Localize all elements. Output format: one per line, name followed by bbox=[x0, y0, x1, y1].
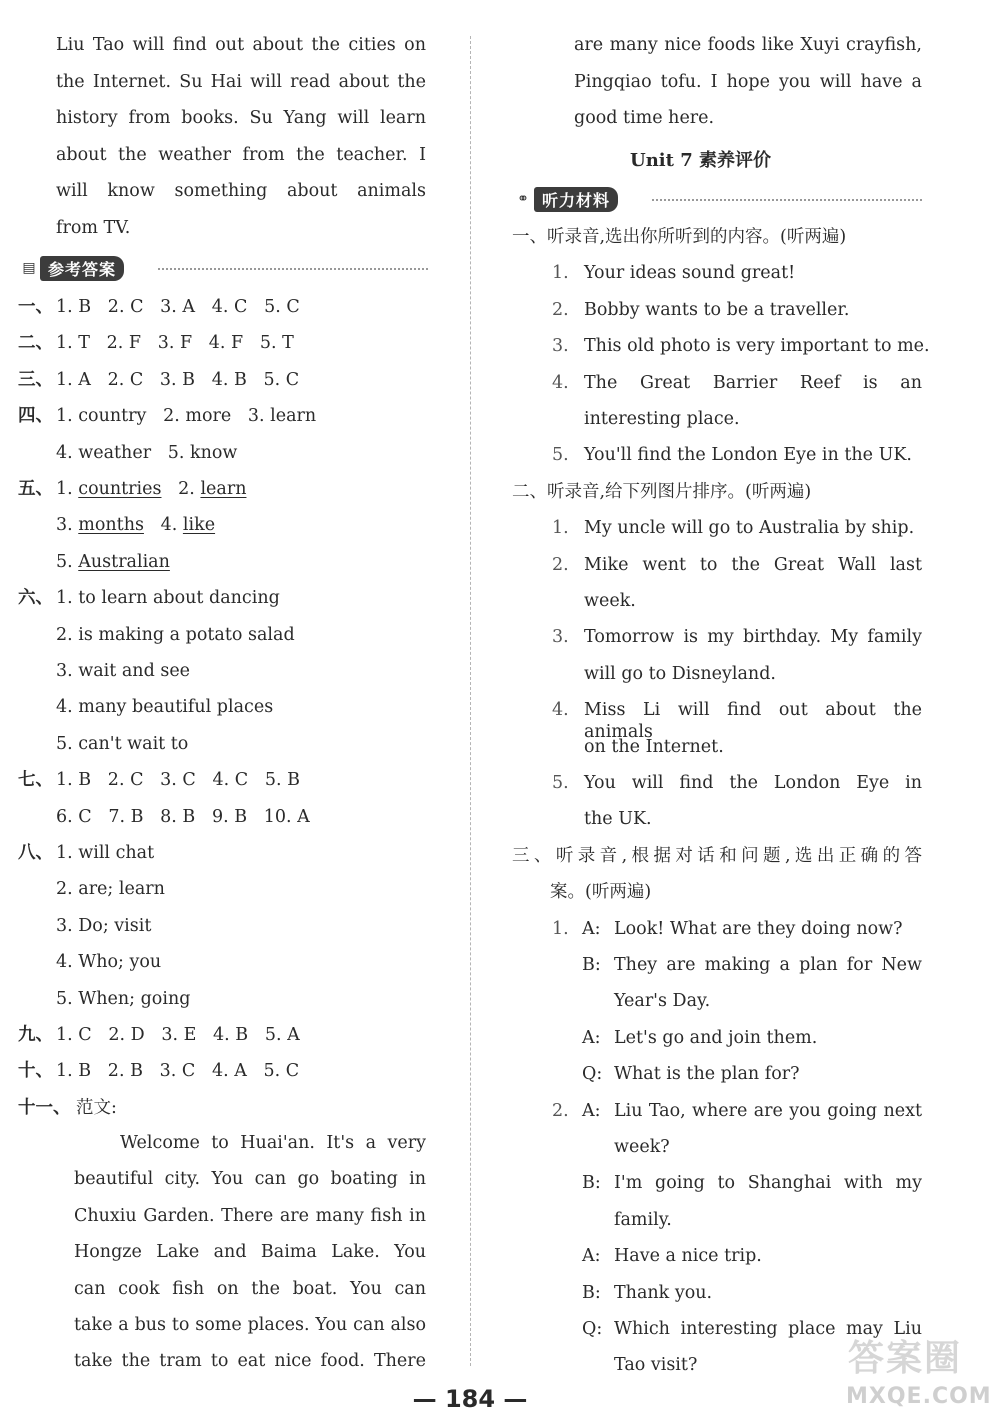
dialogue-text: What is the plan for? bbox=[614, 1064, 800, 1085]
listening-item-text-cont: interesting place. bbox=[584, 409, 740, 429]
listening-tag bbox=[512, 187, 618, 211]
speaker-label: Q: bbox=[582, 1319, 603, 1339]
answer-text: 3. Do; visit bbox=[56, 915, 152, 936]
listening-item-text: You will find the London Eye in bbox=[584, 773, 922, 793]
answer-row bbox=[18, 842, 154, 864]
answers-tag-label: 参考答案 bbox=[40, 256, 124, 281]
item-number: 5. bbox=[552, 445, 569, 466]
answer-row bbox=[18, 405, 316, 427]
watermark-logo bbox=[840, 1330, 990, 1420]
dialogue-text: Let's go and join them. bbox=[614, 1027, 818, 1048]
answers-tag-dots bbox=[158, 268, 428, 270]
right-top-line: good time here. bbox=[574, 108, 715, 128]
speaker-label: A: bbox=[582, 1027, 601, 1048]
answer-section-marker: 一、 bbox=[18, 297, 53, 317]
answer-row bbox=[18, 296, 300, 318]
listening-item-text: You'll find the London Eye in the UK. bbox=[584, 445, 912, 466]
dialogue-text: Liu Tao, where are you going next bbox=[614, 1100, 922, 1121]
listening-section-title: 三、听录音,根据对话和问题,选出正确的答 bbox=[512, 845, 922, 866]
answer-section-marker: 五、 bbox=[18, 479, 53, 499]
answer-row bbox=[18, 478, 246, 500]
answer-row bbox=[18, 1097, 117, 1119]
essay-line: beautiful city. You can go boating in bbox=[74, 1169, 426, 1190]
dialogue-text: Thank you. bbox=[614, 1282, 713, 1303]
dialogue-text-cont: Year's Day. bbox=[614, 991, 711, 1012]
speaker-label: B: bbox=[582, 1173, 601, 1194]
item-number: 1. bbox=[552, 918, 569, 939]
answer-row bbox=[18, 1060, 299, 1082]
answer-text: 1. will chat bbox=[56, 843, 155, 863]
dialogue-text: I'm going to Shanghai with my bbox=[614, 1173, 922, 1194]
answer-section-marker: 九、 bbox=[18, 1025, 53, 1045]
answer-text: 1. B 2. B 3. C 4. A 5. C bbox=[56, 1061, 300, 1082]
answer-text: 6. C 7. B 8. B 9. B 10. A bbox=[56, 806, 310, 827]
answer-row bbox=[18, 442, 237, 464]
column-divider bbox=[470, 36, 471, 1366]
answer-row bbox=[18, 733, 188, 755]
listening-item-text: Bobby wants to be a traveller. bbox=[584, 299, 850, 320]
unit-title: Unit 7 素养评价 bbox=[630, 150, 771, 171]
answer-text: 4. weather 5. know bbox=[56, 442, 238, 463]
listening-tag-dots bbox=[652, 199, 922, 201]
listening-section-title-cont: 案。(听两遍) bbox=[550, 882, 652, 903]
item-number: 5. bbox=[552, 773, 569, 793]
right-top-line: Pingqiao tofu. I hope you will have a bbox=[574, 71, 922, 92]
answer-text: 范文: bbox=[76, 1097, 117, 1118]
answer-text: 3. months 4. like bbox=[56, 515, 216, 536]
answer-text: 1. countries 2. learn bbox=[56, 479, 247, 499]
answer-text: 5. Australian bbox=[56, 551, 170, 572]
answer-row bbox=[18, 551, 170, 573]
speaker-label: Q: bbox=[582, 1064, 603, 1085]
left-top-line: the Internet. Su Hai will read about the bbox=[56, 71, 426, 92]
listening-item-text-cont: on the Internet. bbox=[584, 736, 724, 757]
answer-row bbox=[18, 587, 280, 609]
listening-item-text: The Great Barrier Reef is an bbox=[584, 372, 922, 393]
left-top-line: history from books. Su Yang will learn bbox=[56, 108, 426, 128]
answer-section-marker: 十、 bbox=[18, 1061, 53, 1082]
speaker-label: A: bbox=[582, 1246, 601, 1267]
watermark-bottom: MXQE.COM bbox=[846, 1384, 992, 1409]
listening-item-text: Miss Li will find out about the animals bbox=[584, 700, 922, 743]
answer-row bbox=[18, 660, 190, 682]
essay-line: take a bus to some places. You can also bbox=[74, 1315, 426, 1335]
answer-text: 5. When; going bbox=[56, 988, 191, 1009]
answer-text: 4. Who; you bbox=[56, 952, 162, 973]
listening-section-title: 一、听录音,选出你所听到的内容。(听两遍) bbox=[512, 227, 847, 247]
dialogue-text: They are making a plan for New bbox=[614, 955, 922, 975]
answer-row bbox=[18, 915, 151, 937]
answer-row bbox=[18, 369, 299, 391]
left-column bbox=[18, 0, 430, 1380]
left-top-line: will know something about animals bbox=[56, 181, 426, 201]
essay-line: take the tram to eat nice food. There bbox=[74, 1351, 426, 1372]
item-number: 4. bbox=[552, 700, 569, 721]
left-top-line: Liu Tao will find out about the cities on bbox=[56, 35, 426, 55]
listening-item-text-cont: week. bbox=[584, 591, 636, 611]
essay-line: Welcome to Huai'an. It's a very bbox=[120, 1133, 426, 1153]
answer-row bbox=[18, 769, 300, 791]
dialogue-text-cont: Tao visit? bbox=[614, 1355, 698, 1376]
answer-text: 1. T 2. F 3. F 4. F 5. T bbox=[56, 333, 294, 354]
listening-item-text: My uncle will go to Australia by ship. bbox=[584, 518, 915, 539]
item-number: 2. bbox=[552, 554, 569, 575]
item-number: 1. bbox=[552, 263, 569, 284]
item-number: 4. bbox=[552, 372, 569, 393]
listening-item-text: Tomorrow is my birthday. My family bbox=[584, 627, 922, 648]
answer-text: 1. country 2. more 3. learn bbox=[56, 406, 317, 427]
essay-line: Hongze Lake and Baima Lake. You bbox=[74, 1242, 426, 1263]
headphones-icon: ⚭ bbox=[517, 191, 529, 207]
answer-section-marker: 七、 bbox=[18, 770, 53, 791]
item-number: 3. bbox=[552, 627, 569, 648]
answer-text: 4. many beautiful places bbox=[56, 697, 274, 718]
answer-row bbox=[18, 951, 161, 973]
answers-tag bbox=[18, 256, 124, 280]
page-number: — 184 — bbox=[412, 1385, 528, 1413]
left-top-line: about the weather from the teacher. I bbox=[56, 144, 426, 165]
answer-row bbox=[18, 988, 190, 1010]
item-number: 1. bbox=[552, 518, 569, 539]
answer-text: 5. can't wait to bbox=[56, 733, 189, 754]
listening-item-text: Mike went to the Great Wall last bbox=[584, 554, 922, 575]
essay-line: can cook fish on the boat. You can bbox=[74, 1278, 426, 1299]
right-top-line: are many nice foods like Xuyi crayfish, bbox=[574, 35, 922, 55]
book-icon: ▤ bbox=[22, 260, 36, 276]
item-number: 3. bbox=[552, 336, 569, 357]
speaker-label: B: bbox=[582, 1282, 601, 1303]
listening-item-text: Your ideas sound great! bbox=[584, 263, 796, 284]
dialogue-text: Look! What are they doing now? bbox=[614, 918, 903, 939]
answer-section-marker: 十一、 bbox=[18, 1097, 71, 1118]
listening-item-text-cont: will go to Disneyland. bbox=[584, 663, 776, 684]
answer-text: 1. A 2. C 3. B 4. B 5. C bbox=[56, 369, 300, 390]
dialogue-text-cont: family. bbox=[614, 1209, 672, 1230]
item-number: 2. bbox=[552, 299, 569, 320]
answer-row bbox=[18, 806, 310, 828]
answer-section-marker: 六、 bbox=[18, 588, 53, 609]
listening-item-text: This old photo is very important to me. bbox=[584, 336, 930, 357]
listening-item-text-cont: the UK. bbox=[584, 809, 652, 830]
answer-row bbox=[18, 878, 165, 900]
listening-section-title: 二、听录音,给下列图片排序。(听两遍) bbox=[512, 481, 812, 502]
answer-row bbox=[18, 624, 295, 646]
listening-tag-label: 听力材料 bbox=[534, 187, 618, 212]
answer-section-marker: 三、 bbox=[18, 369, 53, 390]
speaker-label: B: bbox=[582, 955, 601, 975]
answer-text: 1. B 2. C 3. A 4. C 5. C bbox=[56, 297, 300, 317]
answer-text: 1. B 2. C 3. C 4. C 5. B bbox=[56, 770, 300, 791]
answer-row bbox=[18, 514, 215, 536]
answer-section-marker: 八、 bbox=[18, 843, 53, 863]
dialogue-text: Which interesting place may Liu bbox=[614, 1319, 922, 1339]
answer-section-marker: 二、 bbox=[18, 333, 53, 354]
speaker-label: A: bbox=[582, 1100, 601, 1121]
dialogue-text: Have a nice trip. bbox=[614, 1246, 762, 1267]
answer-text: 1. to learn about dancing bbox=[56, 588, 280, 609]
answer-row bbox=[18, 696, 273, 718]
answer-text: 3. wait and see bbox=[56, 661, 191, 681]
answer-text: 1. C 2. D 3. E 4. B 5. A bbox=[56, 1025, 300, 1045]
answer-text: 2. are; learn bbox=[56, 879, 165, 900]
answer-row bbox=[18, 332, 294, 354]
dialogue-text-cont: week? bbox=[614, 1137, 670, 1157]
watermark-top: 答案圈 bbox=[848, 1338, 963, 1379]
answer-section-marker: 四、 bbox=[18, 406, 53, 427]
answer-row bbox=[18, 1024, 300, 1046]
answer-text: 2. is making a potato salad bbox=[56, 624, 295, 645]
item-number: 2. bbox=[552, 1100, 569, 1121]
speaker-label: A: bbox=[582, 918, 601, 939]
right-column bbox=[512, 0, 930, 1380]
left-top-line: from TV. bbox=[56, 217, 131, 238]
essay-line: Chuxiu Garden. There are many fish in bbox=[74, 1205, 426, 1226]
